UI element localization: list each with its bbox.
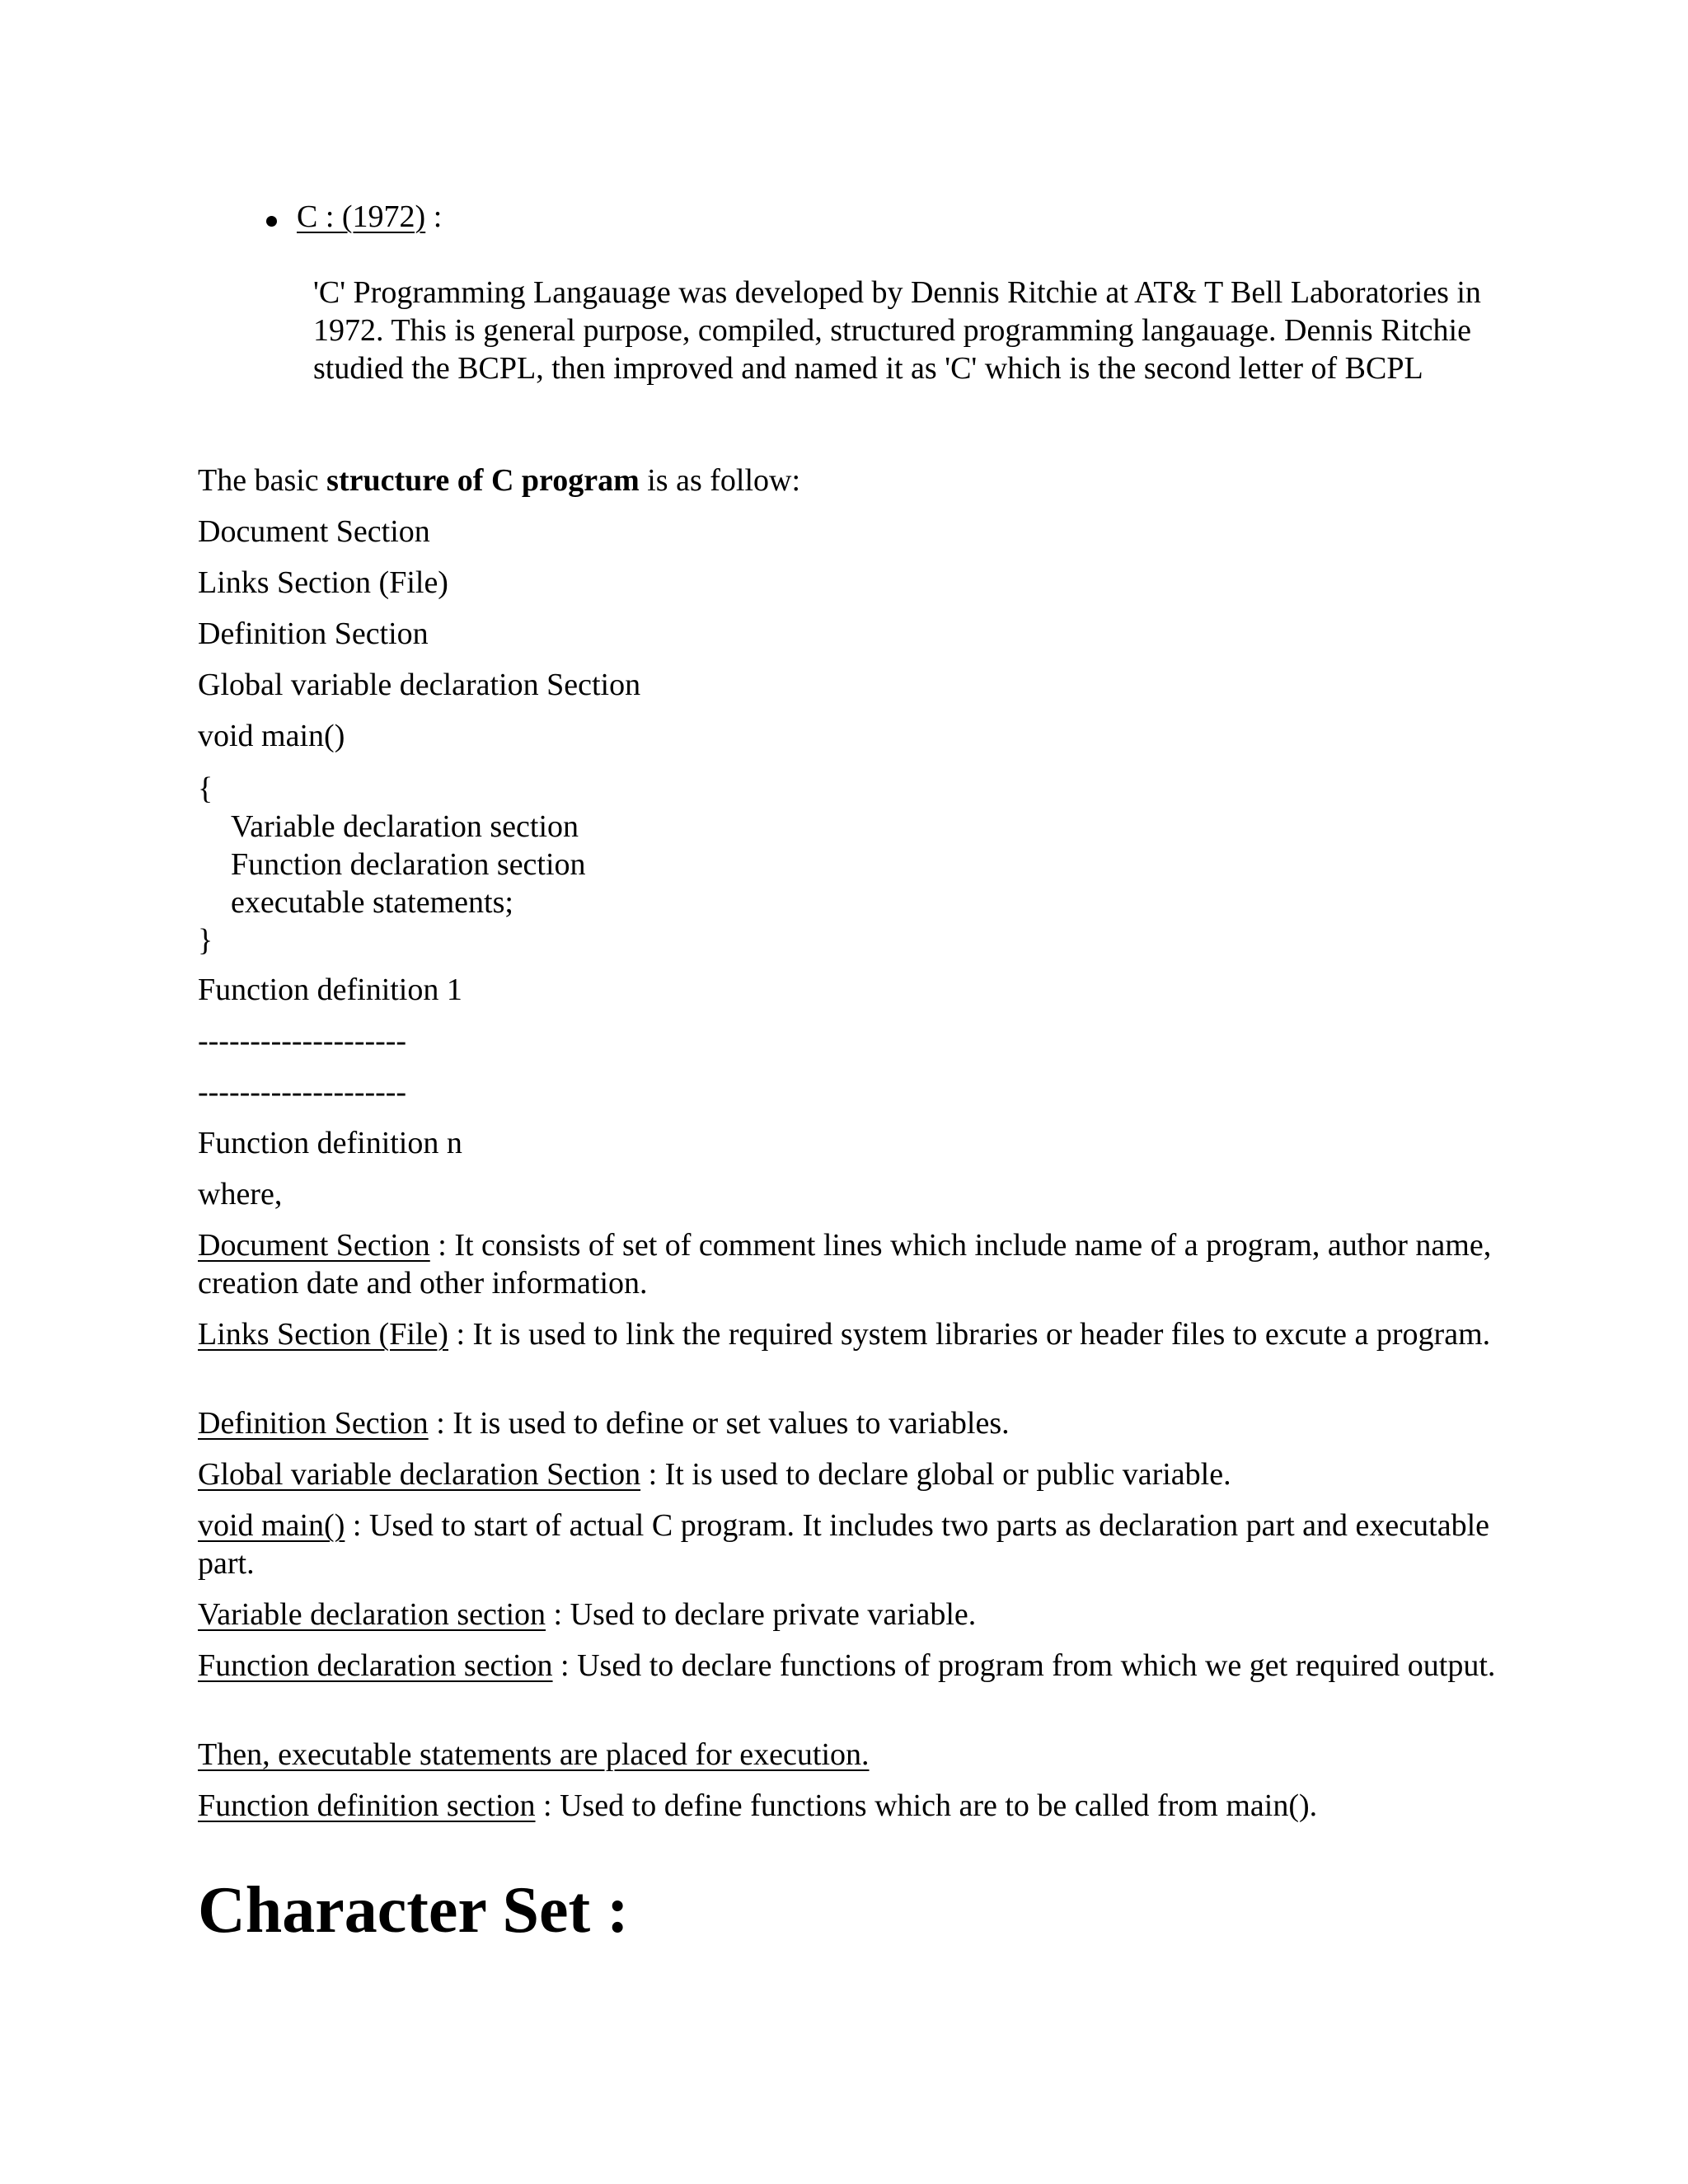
definition-desc: : Used to declare functions of program from which we get required output. [552,1648,1496,1683]
history-title-suffix: : [425,199,443,234]
definition-item [198,1736,1508,1774]
structure-intro-before: The basic [198,463,327,498]
history-title: C : (1972) [297,199,426,234]
definition-desc: : Used to define functions which are to be called from main(). [535,1788,1318,1823]
structure-line: Function definition n [198,1126,462,1160]
structure-line: Function definition 1 [198,972,462,1007]
definition-item [198,1596,1508,1633]
structure-line: Definition Section [198,616,429,651]
where-label: where, [198,1177,283,1212]
definition-term: Then, executable statements are placed for execution. [198,1737,870,1772]
definition-desc: : It is used to link the required system libraries or header files to excute a program. [448,1317,1491,1352]
definition-term: Function declaration section [198,1648,553,1683]
definition-item [198,1455,1508,1493]
structure-intro [198,462,800,499]
definition-item [198,1647,1508,1685]
bullet-dot [266,216,277,227]
definition-term: void main() [198,1508,345,1543]
definition-item [198,1226,1508,1302]
definition-term: Function definition section [198,1788,536,1823]
structure-intro-bold: structure of C program [326,463,640,498]
definition-term: Variable declaration section [198,1597,546,1632]
structure-line: Global variable declaration Section [198,668,641,702]
definition-item [198,1315,1508,1353]
definition-term: Document Section [198,1228,430,1263]
structure-line: executable statements; [231,885,513,920]
close-brace: } [198,923,213,958]
section-heading: Character Set : [198,1874,629,1947]
definition-desc: : It is used to define or set values to variables. [428,1406,1010,1441]
structure-intro-after: is as follow: [639,463,801,498]
structure-line: void main() [198,719,345,753]
structure-line: Links Section (File) [198,565,448,600]
definition-item [198,1787,1508,1825]
definition-desc: : Used to start of actual C program. It includes two parts as declaration part and executable part. [198,1508,1489,1581]
definition-item [198,1507,1508,1582]
definition-desc: : It consists of set of comment lines which include name of a program, author name, creation date and other information. [198,1228,1492,1301]
definition-desc: : It is used to declare global or public variable. [640,1457,1231,1492]
history-bullet-item [297,194,442,239]
structure-line: Variable declaration section [231,809,579,844]
definition-term: Global variable declaration Section [198,1457,641,1492]
history-paragraph: 'C' Programming Langauage was developed by Dennis Ritchie at AT& T Bell Laboratories in 1972. This is general purpose, compiled, structured programming langauage. Dennis Ritchie studied the BCPL, then improved and named it as 'C' which is the second letter of BCPL [313,275,1481,386]
definition-term: Links Section (File) [198,1317,448,1352]
dash-separator: -------------------- [198,1075,407,1109]
definition-item [198,1404,1508,1442]
structure-line: Document Section [198,514,430,549]
open-brace: { [198,771,213,806]
structure-line: Function declaration section [231,847,586,882]
definition-term: Definition Section [198,1406,429,1441]
definition-desc: : Used to declare private variable. [546,1597,977,1632]
dash-separator: -------------------- [198,1024,407,1058]
